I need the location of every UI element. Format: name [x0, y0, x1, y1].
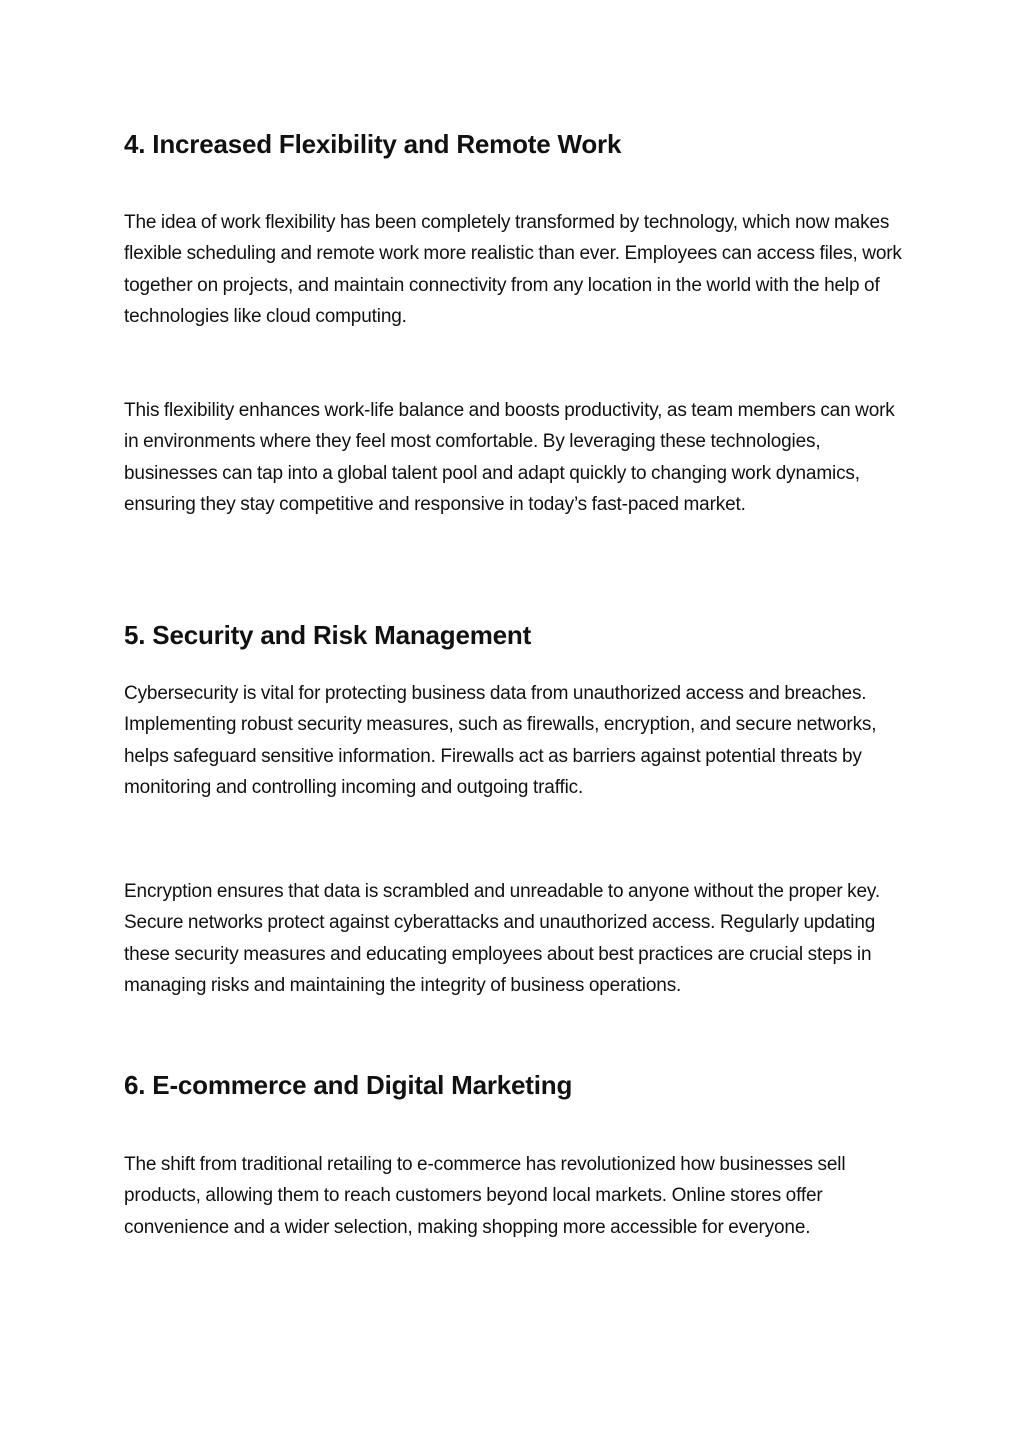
section-heading: 5. Security and Risk Management: [124, 620, 532, 650]
section-heading: 4. Increased Flexibility and Remote Work: [124, 129, 622, 159]
section-paragraph: The idea of work flexibility has been completely transformed by technology, which now makes flexible scheduling and remote work more realistic than ever. Employees can access files, work together on projects, and maintain connectivity from any location in the world with the help of technologies like cloud computing.: [124, 212, 902, 327]
section-paragraph: This flexibility enhances work-life balance and boosts productivity, as team members can work in environments where they feel most comfortable. By leveraging these technologies, businesses can tap into a global talent pool and adapt quickly to changing work dynamics, ensuring they stay competitive and responsive in today’s fast-paced market.: [124, 400, 895, 515]
section-heading: 6. E-commerce and Digital Marketing: [124, 1070, 573, 1100]
section-paragraph: Encryption ensures that data is scrambled and unreadable to anyone without the proper key. Secure networks protect against cyberattacks and unauthorized access. Regularly updating these security measures and educating employees about best practices are crucial steps in managing risks and maintaining the integrity of business operations.: [124, 881, 880, 996]
section-paragraph: Cybersecurity is vital for protecting business data from unauthorized access and breaches. Implementing robust security measures, such as firewalls, encryption, and secure networks, helps safeguard sensitive information. Firewalls act as barriers against potential threats by monitoring and controlling incoming and outgoing traffic.: [124, 683, 877, 798]
section-paragraph: The shift from traditional retailing to e-commerce has revolutionized how businesses sell products, allowing them to reach customers beyond local markets. Online stores offer convenience and a wider selection, making shopping more accessible for everyone.: [124, 1154, 846, 1238]
